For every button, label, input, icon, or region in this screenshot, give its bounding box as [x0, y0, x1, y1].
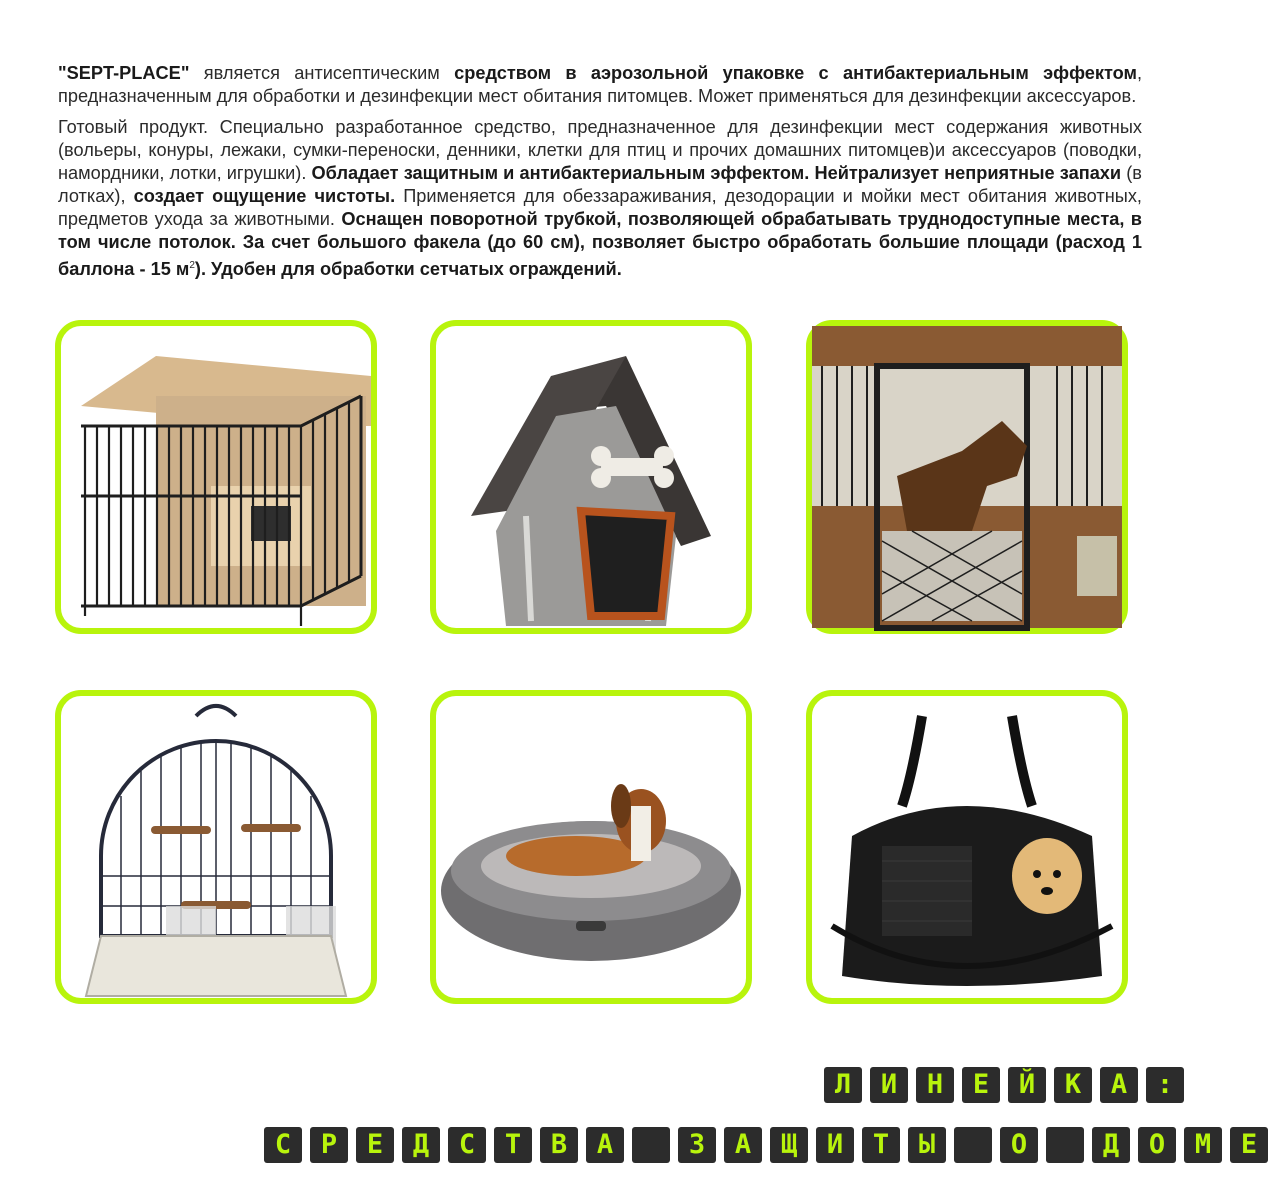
letter-tile: Д	[1092, 1127, 1130, 1163]
pet-bed-illustration	[436, 696, 746, 998]
letter-tile: А	[724, 1127, 762, 1163]
letter-tile: :	[1146, 1067, 1184, 1103]
letter-tile: А	[1100, 1067, 1138, 1103]
letter-tile: С	[264, 1127, 302, 1163]
letter-tile: Д	[402, 1127, 440, 1163]
bird-cage-illustration	[61, 696, 371, 998]
description-text	[58, 62, 1142, 289]
letter-tile: В	[540, 1127, 578, 1163]
enclosure-illustration	[61, 326, 371, 628]
dog-house-image-card	[430, 320, 752, 634]
letter-tile	[1046, 1127, 1084, 1163]
letter-tile: С	[448, 1127, 486, 1163]
letter-tile: Щ	[770, 1127, 808, 1163]
dog-house-illustration	[436, 326, 746, 628]
letter-tile	[954, 1127, 992, 1163]
text-run: , предназначенным для обработки и дезинфекции мест обитания питомцев. Может применяться для дезинфекции аксессуаров.	[58, 63, 1143, 106]
line-subtitle-badge	[264, 1122, 1276, 1168]
letter-tile: И	[816, 1127, 854, 1163]
letter-tile: К	[1054, 1067, 1092, 1103]
bold-run: Оснащен поворотной трубкой, позволяющей обрабатывать труднодоступные места, в том числе потолок. За счет большого факела (до 60 см), позволяет быстро обработать большие площади (расход 1 баллона - 15 м	[58, 209, 1142, 280]
intro-paragraph-1	[58, 62, 1142, 108]
bold-run: Обладает защитным и антибактериальным эффектом. Нейтрализует неприятные запахи	[311, 163, 1122, 183]
bold-run: ). Удобен для обработки сетчатых ограждений.	[194, 259, 622, 280]
letter-tile: Р	[310, 1127, 348, 1163]
letter-tile: З	[678, 1127, 716, 1163]
brand-name: "SEPT-PLACE"	[58, 63, 190, 83]
letter-tile: И	[870, 1067, 908, 1103]
text-run: является антисептическим	[189, 63, 455, 83]
letter-tile: Л	[824, 1067, 862, 1103]
letter-tile: Ы	[908, 1127, 946, 1163]
bold-run: средством в аэрозольной упаковке с антибактериальным эффектом	[454, 63, 1137, 83]
text-run: Готовый продукт. Специально разработанное средство, предназначенное для дезинфекции мест содержания животных (вольеры, конуры, лежаки, сумки-переноски, денники, клетки для птиц и прочих домашних питомцев)и аксессуаров (поводки, намордники, лотки, игрушки).	[58, 117, 1142, 183]
letter-tile: Е	[962, 1067, 1000, 1103]
line-title-badge	[824, 1062, 1192, 1108]
letter-tile: Н	[916, 1067, 954, 1103]
text-run: Применяется для обеззараживания, дезодорации и мойки мест обитания животных, предметов ухода за животными.	[58, 186, 1142, 229]
bird-cage-image-card	[55, 690, 377, 1004]
pet-carrier-image-card	[806, 690, 1128, 1004]
letter-tile: Е	[356, 1127, 394, 1163]
letter-tile: Т	[862, 1127, 900, 1163]
letter-tile: А	[586, 1127, 624, 1163]
horse-stall-illustration	[812, 326, 1122, 628]
letter-tile: О	[1138, 1127, 1176, 1163]
letter-tile	[632, 1127, 670, 1163]
pet-bed-image-card	[430, 690, 752, 1004]
intro-paragraph-2	[58, 116, 1142, 281]
text-run: (в лотках),	[58, 163, 1142, 206]
enclosure-image-card	[55, 320, 377, 634]
letter-tile: М	[1184, 1127, 1222, 1163]
horse-stall-image-card	[806, 320, 1128, 634]
letter-tile: Й	[1008, 1067, 1046, 1103]
bold-run: создает ощущение чистоты.	[133, 186, 396, 206]
superscript: 2	[189, 260, 195, 271]
letter-tile: Т	[494, 1127, 532, 1163]
letter-tile: О	[1000, 1127, 1038, 1163]
letter-tile: Е	[1230, 1127, 1268, 1163]
pet-carrier-illustration	[812, 696, 1122, 998]
